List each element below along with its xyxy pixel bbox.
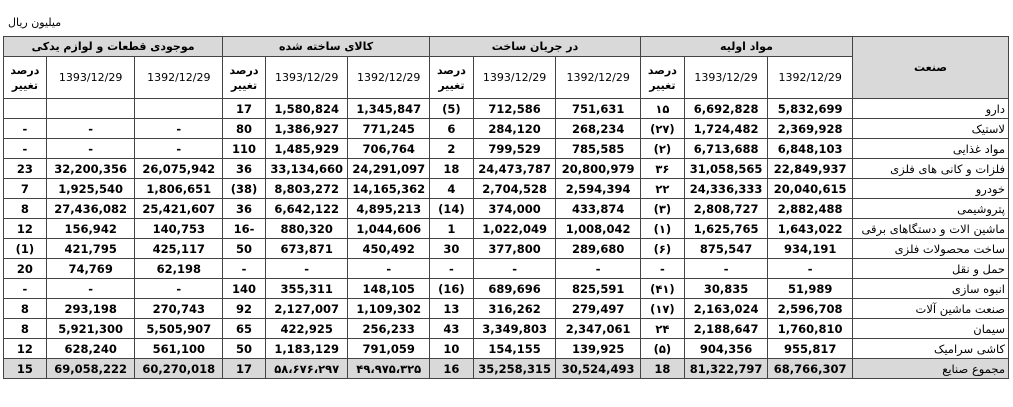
table-cell: 2,163,024 bbox=[684, 299, 768, 319]
table-cell: 5,505,907 bbox=[135, 319, 223, 339]
table-cell: 140 bbox=[223, 279, 266, 299]
column-header-y1393: 1393/12/29 bbox=[473, 57, 556, 99]
table-cell: 425,117 bbox=[135, 239, 223, 259]
table-cell: 751,631 bbox=[556, 99, 641, 119]
table-cell: 1,724,482 bbox=[684, 119, 768, 139]
table-cell: 24,336,333 bbox=[684, 179, 768, 199]
column-header-y1393: 1393/12/29 bbox=[265, 57, 348, 99]
table-cell: 791,059 bbox=[348, 339, 430, 359]
table-row bbox=[4, 159, 1009, 179]
table-cell: 450,492 bbox=[348, 239, 430, 259]
table-cell: 110 bbox=[223, 139, 266, 159]
table-cell: 20,800,979 bbox=[556, 159, 641, 179]
table-cell: 50 bbox=[223, 239, 266, 259]
column-header-y1392: 1392/12/29 bbox=[135, 57, 223, 99]
table-cell: - bbox=[4, 139, 47, 159]
table-cell: 81,322,797 bbox=[684, 359, 768, 379]
table-cell: 8 bbox=[4, 299, 47, 319]
industry-name: کاشی سرامیک bbox=[852, 339, 1008, 359]
table-cell: 27,436,082 bbox=[46, 199, 135, 219]
table-cell: ۴۹،۹۷۵،۳۲۵ bbox=[348, 359, 430, 379]
column-header-y1393: 1393/12/29 bbox=[684, 57, 768, 99]
table-cell: 825,591 bbox=[556, 279, 641, 299]
table-cell: 2 bbox=[430, 139, 474, 159]
industry-name: فلزات و کانی های فلزی bbox=[852, 159, 1008, 179]
industry-name: مواد غذایی bbox=[852, 139, 1008, 159]
table-cell: (۱۷) bbox=[640, 299, 684, 319]
group-header-raw-materials: مواد اولیه bbox=[640, 37, 852, 57]
table-cell: (۲۷) bbox=[640, 119, 684, 139]
table-cell: 36 bbox=[223, 199, 266, 219]
table-cell: 2,188,647 bbox=[684, 319, 768, 339]
table-cell: 17 bbox=[223, 99, 266, 119]
table-cell: 5,832,699 bbox=[768, 99, 853, 119]
table-cell: 148,105 bbox=[348, 279, 430, 299]
table-cell: 13 bbox=[430, 299, 474, 319]
industry-name: سیمان bbox=[852, 319, 1008, 339]
table-cell: 5,921,300 bbox=[46, 319, 135, 339]
table-cell: 92 bbox=[223, 299, 266, 319]
table-cell: 12 bbox=[4, 219, 47, 239]
table-cell: 1,580,824 bbox=[265, 99, 348, 119]
table-cell: 24,473,787 bbox=[473, 159, 556, 179]
table-cell: 18 bbox=[430, 159, 474, 179]
table-cell: 955,817 bbox=[768, 339, 853, 359]
table-cell: - bbox=[768, 259, 853, 279]
table-cell: ۲۴ bbox=[640, 319, 684, 339]
table-cell: - bbox=[640, 259, 684, 279]
industry-name: ماشین الات و دستگاهای برقی bbox=[852, 219, 1008, 239]
table-cell: 268,234 bbox=[556, 119, 641, 139]
industry-name: خودرو bbox=[852, 179, 1008, 199]
table-cell: 1,386,927 bbox=[265, 119, 348, 139]
table-cell: 6,692,828 bbox=[684, 99, 768, 119]
table-cell: 433,874 bbox=[556, 199, 641, 219]
group-header-spare-parts: موجودی قطعات و لوازم یدکی bbox=[4, 37, 223, 57]
column-header-y1393: 1393/12/29 bbox=[46, 57, 135, 99]
table-cell: - bbox=[348, 259, 430, 279]
table-cell: 26,075,942 bbox=[135, 159, 223, 179]
table-cell: 6,713,688 bbox=[684, 139, 768, 159]
table-cell: 316,262 bbox=[473, 299, 556, 319]
table-cell: 32,200,356 bbox=[46, 159, 135, 179]
table-cell bbox=[46, 99, 135, 119]
table-cell: (۶) bbox=[640, 239, 684, 259]
table-cell: 1,022,049 bbox=[473, 219, 556, 239]
column-header-pct: درصد تغییر bbox=[430, 57, 474, 99]
table-row bbox=[4, 319, 1009, 339]
table-row bbox=[4, 259, 1009, 279]
column-header-y1392: 1392/12/29 bbox=[348, 57, 430, 99]
table-cell: - bbox=[223, 259, 266, 279]
table-row bbox=[4, 179, 1009, 199]
table-cell: 355,311 bbox=[265, 279, 348, 299]
table-cell: 20,040,615 bbox=[768, 179, 853, 199]
table-cell: ۱۵ bbox=[640, 99, 684, 119]
table-cell: 10 bbox=[430, 339, 474, 359]
table-cell: 25,421,607 bbox=[135, 199, 223, 219]
table-cell: (۴۱) bbox=[640, 279, 684, 299]
table-cell: 7 bbox=[4, 179, 47, 199]
table-cell: - bbox=[46, 139, 135, 159]
table-cell bbox=[4, 99, 47, 119]
table-cell: - bbox=[135, 139, 223, 159]
inventory-table bbox=[3, 36, 1009, 379]
table-cell: 421,795 bbox=[46, 239, 135, 259]
industry-name: حمل و نقل bbox=[852, 259, 1008, 279]
table-cell: 628,240 bbox=[46, 339, 135, 359]
column-header-pct: درصد تغییر bbox=[640, 57, 684, 99]
table-cell: 6 bbox=[430, 119, 474, 139]
table-cell: 6,848,103 bbox=[768, 139, 853, 159]
table-cell: - bbox=[46, 119, 135, 139]
table-cell: 561,100 bbox=[135, 339, 223, 359]
column-header-pct: درصد تغییر bbox=[4, 57, 47, 99]
table-cell: 934,191 bbox=[768, 239, 853, 259]
table-cell: 43 bbox=[430, 319, 474, 339]
table-cell: ۳۶ bbox=[640, 159, 684, 179]
table-row bbox=[4, 139, 1009, 159]
table-cell: 2,808,727 bbox=[684, 199, 768, 219]
group-header-work-in-progress: در جریان ساخت bbox=[430, 37, 641, 57]
table-cell: 1,760,810 bbox=[768, 319, 853, 339]
table-cell: ۲۲ bbox=[640, 179, 684, 199]
table-cell: 1,109,302 bbox=[348, 299, 430, 319]
table-row bbox=[4, 99, 1009, 119]
table-cell: (۵) bbox=[640, 339, 684, 359]
industry-name: لاستیک bbox=[852, 119, 1008, 139]
table-cell: 284,120 bbox=[473, 119, 556, 139]
industry-name: ساخت محصولات فلزی bbox=[852, 239, 1008, 259]
table-cell: 875,547 bbox=[684, 239, 768, 259]
table-cell: 154,155 bbox=[473, 339, 556, 359]
industry-name: مجموع صنایع bbox=[852, 359, 1008, 379]
table-cell: (5) bbox=[430, 99, 474, 119]
table-cell: 706,764 bbox=[348, 139, 430, 159]
table-cell: 1,044,606 bbox=[348, 219, 430, 239]
table-cell: 1 bbox=[430, 219, 474, 239]
table-cell bbox=[135, 99, 223, 119]
table-cell: 785,585 bbox=[556, 139, 641, 159]
table-cell: 2,347,061 bbox=[556, 319, 641, 339]
table-cell: 65 bbox=[223, 319, 266, 339]
table-cell: 30 bbox=[430, 239, 474, 259]
table-cell: 30,524,493 bbox=[556, 359, 641, 379]
table-cell: 1,625,765 bbox=[684, 219, 768, 239]
table-cell: ۵۸،۶۷۶،۲۹۷ bbox=[265, 359, 348, 379]
table-cell: 270,743 bbox=[135, 299, 223, 319]
table-cell: 689,696 bbox=[473, 279, 556, 299]
table-cell: 904,356 bbox=[684, 339, 768, 359]
table-cell: 6,642,122 bbox=[265, 199, 348, 219]
table-cell: 8 bbox=[4, 199, 47, 219]
table-cell: - bbox=[684, 259, 768, 279]
table-cell: - bbox=[265, 259, 348, 279]
table-cell: 1,643,022 bbox=[768, 219, 853, 239]
table-row bbox=[4, 119, 1009, 139]
industry-name: دارو bbox=[852, 99, 1008, 119]
industry-name: صنعت ماشین آلات bbox=[852, 299, 1008, 319]
table-cell: 140,753 bbox=[135, 219, 223, 239]
table-cell: 80 bbox=[223, 119, 266, 139]
table-cell: 14,165,362 bbox=[348, 179, 430, 199]
table-row bbox=[4, 299, 1009, 319]
table-cell: 24,291,097 bbox=[348, 159, 430, 179]
table-cell: 3,349,803 bbox=[473, 319, 556, 339]
table-cell: 289,680 bbox=[556, 239, 641, 259]
table-cell: 33,134,660 bbox=[265, 159, 348, 179]
table-cell: 771,245 bbox=[348, 119, 430, 139]
table-cell: (۲) bbox=[640, 139, 684, 159]
column-header-y1392: 1392/12/29 bbox=[556, 57, 641, 99]
table-cell: 4 bbox=[430, 179, 474, 199]
table-cell: 156,942 bbox=[46, 219, 135, 239]
table-cell: 36 bbox=[223, 159, 266, 179]
industry-name: پتروشیمی bbox=[852, 199, 1008, 219]
unit-label: میلیون ریال bbox=[8, 16, 62, 29]
table-cell: - bbox=[473, 259, 556, 279]
table-cell: (14) bbox=[430, 199, 474, 219]
table-cell: 74,769 bbox=[46, 259, 135, 279]
table-cell: 1,806,651 bbox=[135, 179, 223, 199]
table-cell: 17 bbox=[223, 359, 266, 379]
table-cell: - bbox=[556, 259, 641, 279]
column-header-pct: درصد تغییر bbox=[223, 57, 266, 99]
table-cell: 23 bbox=[4, 159, 47, 179]
table-cell: 22,849,937 bbox=[768, 159, 853, 179]
table-cell: - bbox=[135, 279, 223, 299]
table-cell: 377,800 bbox=[473, 239, 556, 259]
table-cell: 8,803,272 bbox=[265, 179, 348, 199]
industry-name: انبوه سازی bbox=[852, 279, 1008, 299]
column-header-y1392: 1392/12/29 bbox=[768, 57, 853, 99]
table-cell: - bbox=[4, 119, 47, 139]
table-cell: 1,925,540 bbox=[46, 179, 135, 199]
table-cell: 712,586 bbox=[473, 99, 556, 119]
total-row bbox=[4, 359, 1009, 379]
table-cell: 2,127,007 bbox=[265, 299, 348, 319]
table-cell: 2,369,928 bbox=[768, 119, 853, 139]
table-cell: 1,008,042 bbox=[556, 219, 641, 239]
table-cell: 2,882,488 bbox=[768, 199, 853, 219]
table-row bbox=[4, 219, 1009, 239]
table-cell: 62,198 bbox=[135, 259, 223, 279]
table-cell: 18 bbox=[640, 359, 684, 379]
table-cell: 31,058,565 bbox=[684, 159, 768, 179]
table-cell: 68,766,307 bbox=[768, 359, 853, 379]
table-cell: 30,835 bbox=[684, 279, 768, 299]
table-cell: 293,198 bbox=[46, 299, 135, 319]
table-cell: 1,183,129 bbox=[265, 339, 348, 359]
table-cell: 60,270,018 bbox=[135, 359, 223, 379]
table-cell: 20 bbox=[4, 259, 47, 279]
table-cell: 2,704,528 bbox=[473, 179, 556, 199]
table-cell: - bbox=[4, 279, 47, 299]
table-cell: 374,000 bbox=[473, 199, 556, 219]
table-cell: (16) bbox=[430, 279, 474, 299]
table-cell: 35,258,315 bbox=[473, 359, 556, 379]
table-cell: 16- bbox=[223, 219, 266, 239]
table-cell: (۳) bbox=[640, 199, 684, 219]
table-cell: 69,058,222 bbox=[46, 359, 135, 379]
table-cell: 8 bbox=[4, 319, 47, 339]
table-row bbox=[4, 279, 1009, 299]
table-cell: 1,345,847 bbox=[348, 99, 430, 119]
table-cell: (۱) bbox=[640, 219, 684, 239]
table-cell: 4,895,213 bbox=[348, 199, 430, 219]
group-header-finished-goods: کالای ساخته شده bbox=[223, 37, 430, 57]
table-cell: 422,925 bbox=[265, 319, 348, 339]
table-cell: 256,233 bbox=[348, 319, 430, 339]
table-row bbox=[4, 239, 1009, 259]
table-cell: 880,320 bbox=[265, 219, 348, 239]
table-cell: 799,529 bbox=[473, 139, 556, 159]
table-cell: 51,989 bbox=[768, 279, 853, 299]
table-cell: 12 bbox=[4, 339, 47, 359]
table-cell: - bbox=[46, 279, 135, 299]
table-cell: 1,485,929 bbox=[265, 139, 348, 159]
table-cell: 15 bbox=[4, 359, 47, 379]
table-row bbox=[4, 339, 1009, 359]
table-cell: - bbox=[430, 259, 474, 279]
table-cell: 279,497 bbox=[556, 299, 641, 319]
table-cell: 673,871 bbox=[265, 239, 348, 259]
industry-header: صنعت bbox=[852, 37, 1008, 99]
table-cell: 16 bbox=[430, 359, 474, 379]
table-cell: (1) bbox=[4, 239, 47, 259]
table-cell: - bbox=[135, 119, 223, 139]
table-cell: 2,596,708 bbox=[768, 299, 853, 319]
table-cell: (38) bbox=[223, 179, 266, 199]
table-cell: 2,594,394 bbox=[556, 179, 641, 199]
table-row bbox=[4, 199, 1009, 219]
table-cell: 50 bbox=[223, 339, 266, 359]
table-cell: 139,925 bbox=[556, 339, 641, 359]
